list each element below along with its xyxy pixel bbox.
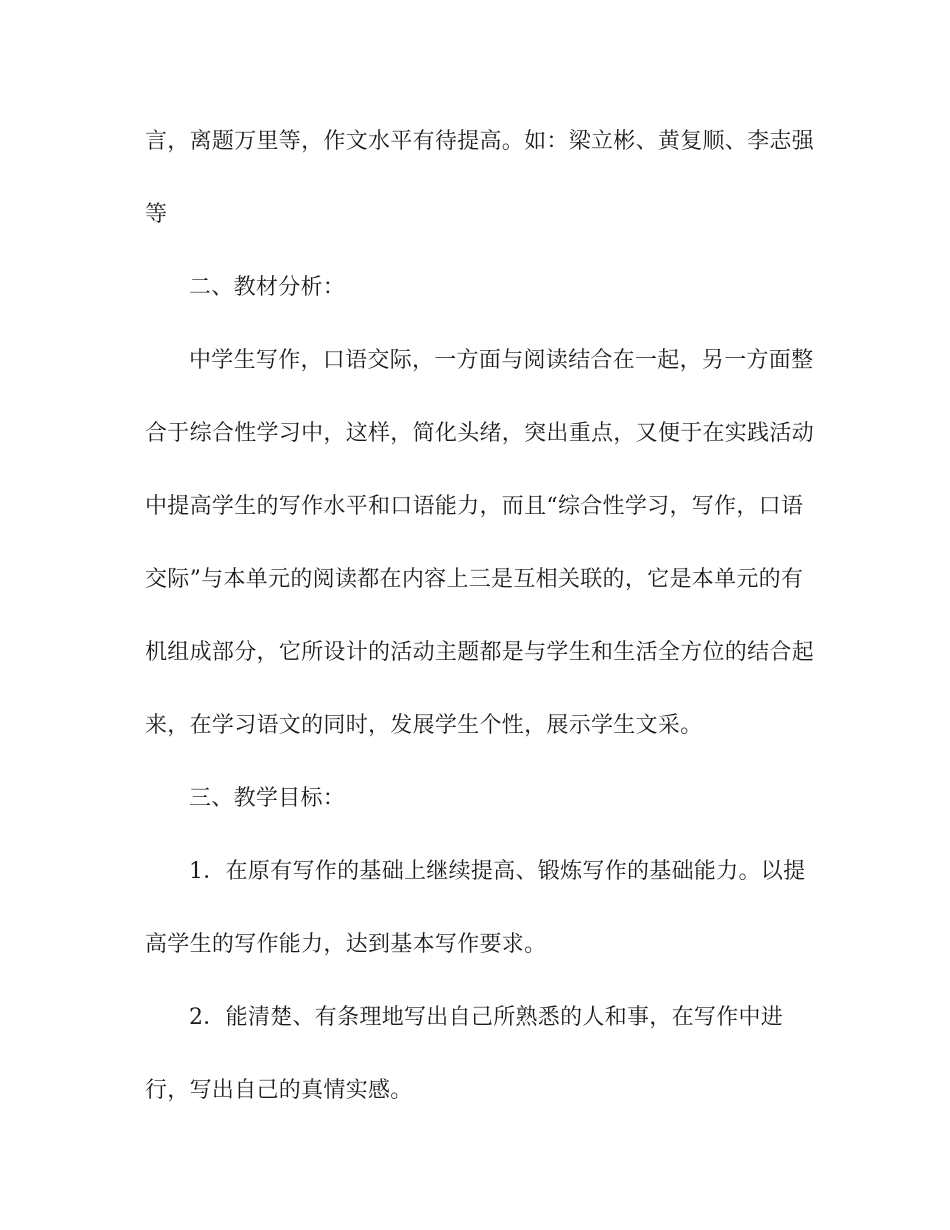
text-line: 高学生的写作能力，达到基本写作要求。 bbox=[145, 932, 547, 957]
section-heading: 二、教材分析： bbox=[189, 275, 346, 300]
text-line: 行，写出自己的真情实感。 bbox=[145, 1078, 413, 1103]
text-line: 言，离题万里等，作文水平有待提高。如：梁立彬、黄复顺、李志强 bbox=[145, 129, 815, 154]
text-line: 交际”与本单元的阅读都在内容上三是互相关联的，它是本单元的有 bbox=[145, 567, 804, 592]
text-line: 机组成部分，它所设计的活动主题都是与学生和生活全方位的结合起 bbox=[145, 640, 815, 665]
text-line: 合于综合性学习中，这样，简化头绪，突出重点，又便于在实践活动 bbox=[145, 421, 815, 446]
text-line: 来，在学习语文的同时，发展学生个性，展示学生文采。 bbox=[145, 713, 703, 738]
text-line: 等 bbox=[145, 202, 168, 227]
text-line: 2．能清楚、有条理地写出自己所熟悉的人和事，在写作中进 bbox=[189, 1005, 784, 1030]
text-line: 中提高学生的写作水平和口语能力，而且“综合性学习，写作，口语 bbox=[145, 494, 804, 519]
text-line: 中学生写作，口语交际，一方面与阅读结合在一起，另一方面整 bbox=[189, 348, 814, 373]
section-heading: 三、教学目标： bbox=[189, 786, 346, 811]
text-line: 1．在原有写作的基础上继续提高、锻炼写作的基础能力。以提 bbox=[189, 859, 806, 884]
